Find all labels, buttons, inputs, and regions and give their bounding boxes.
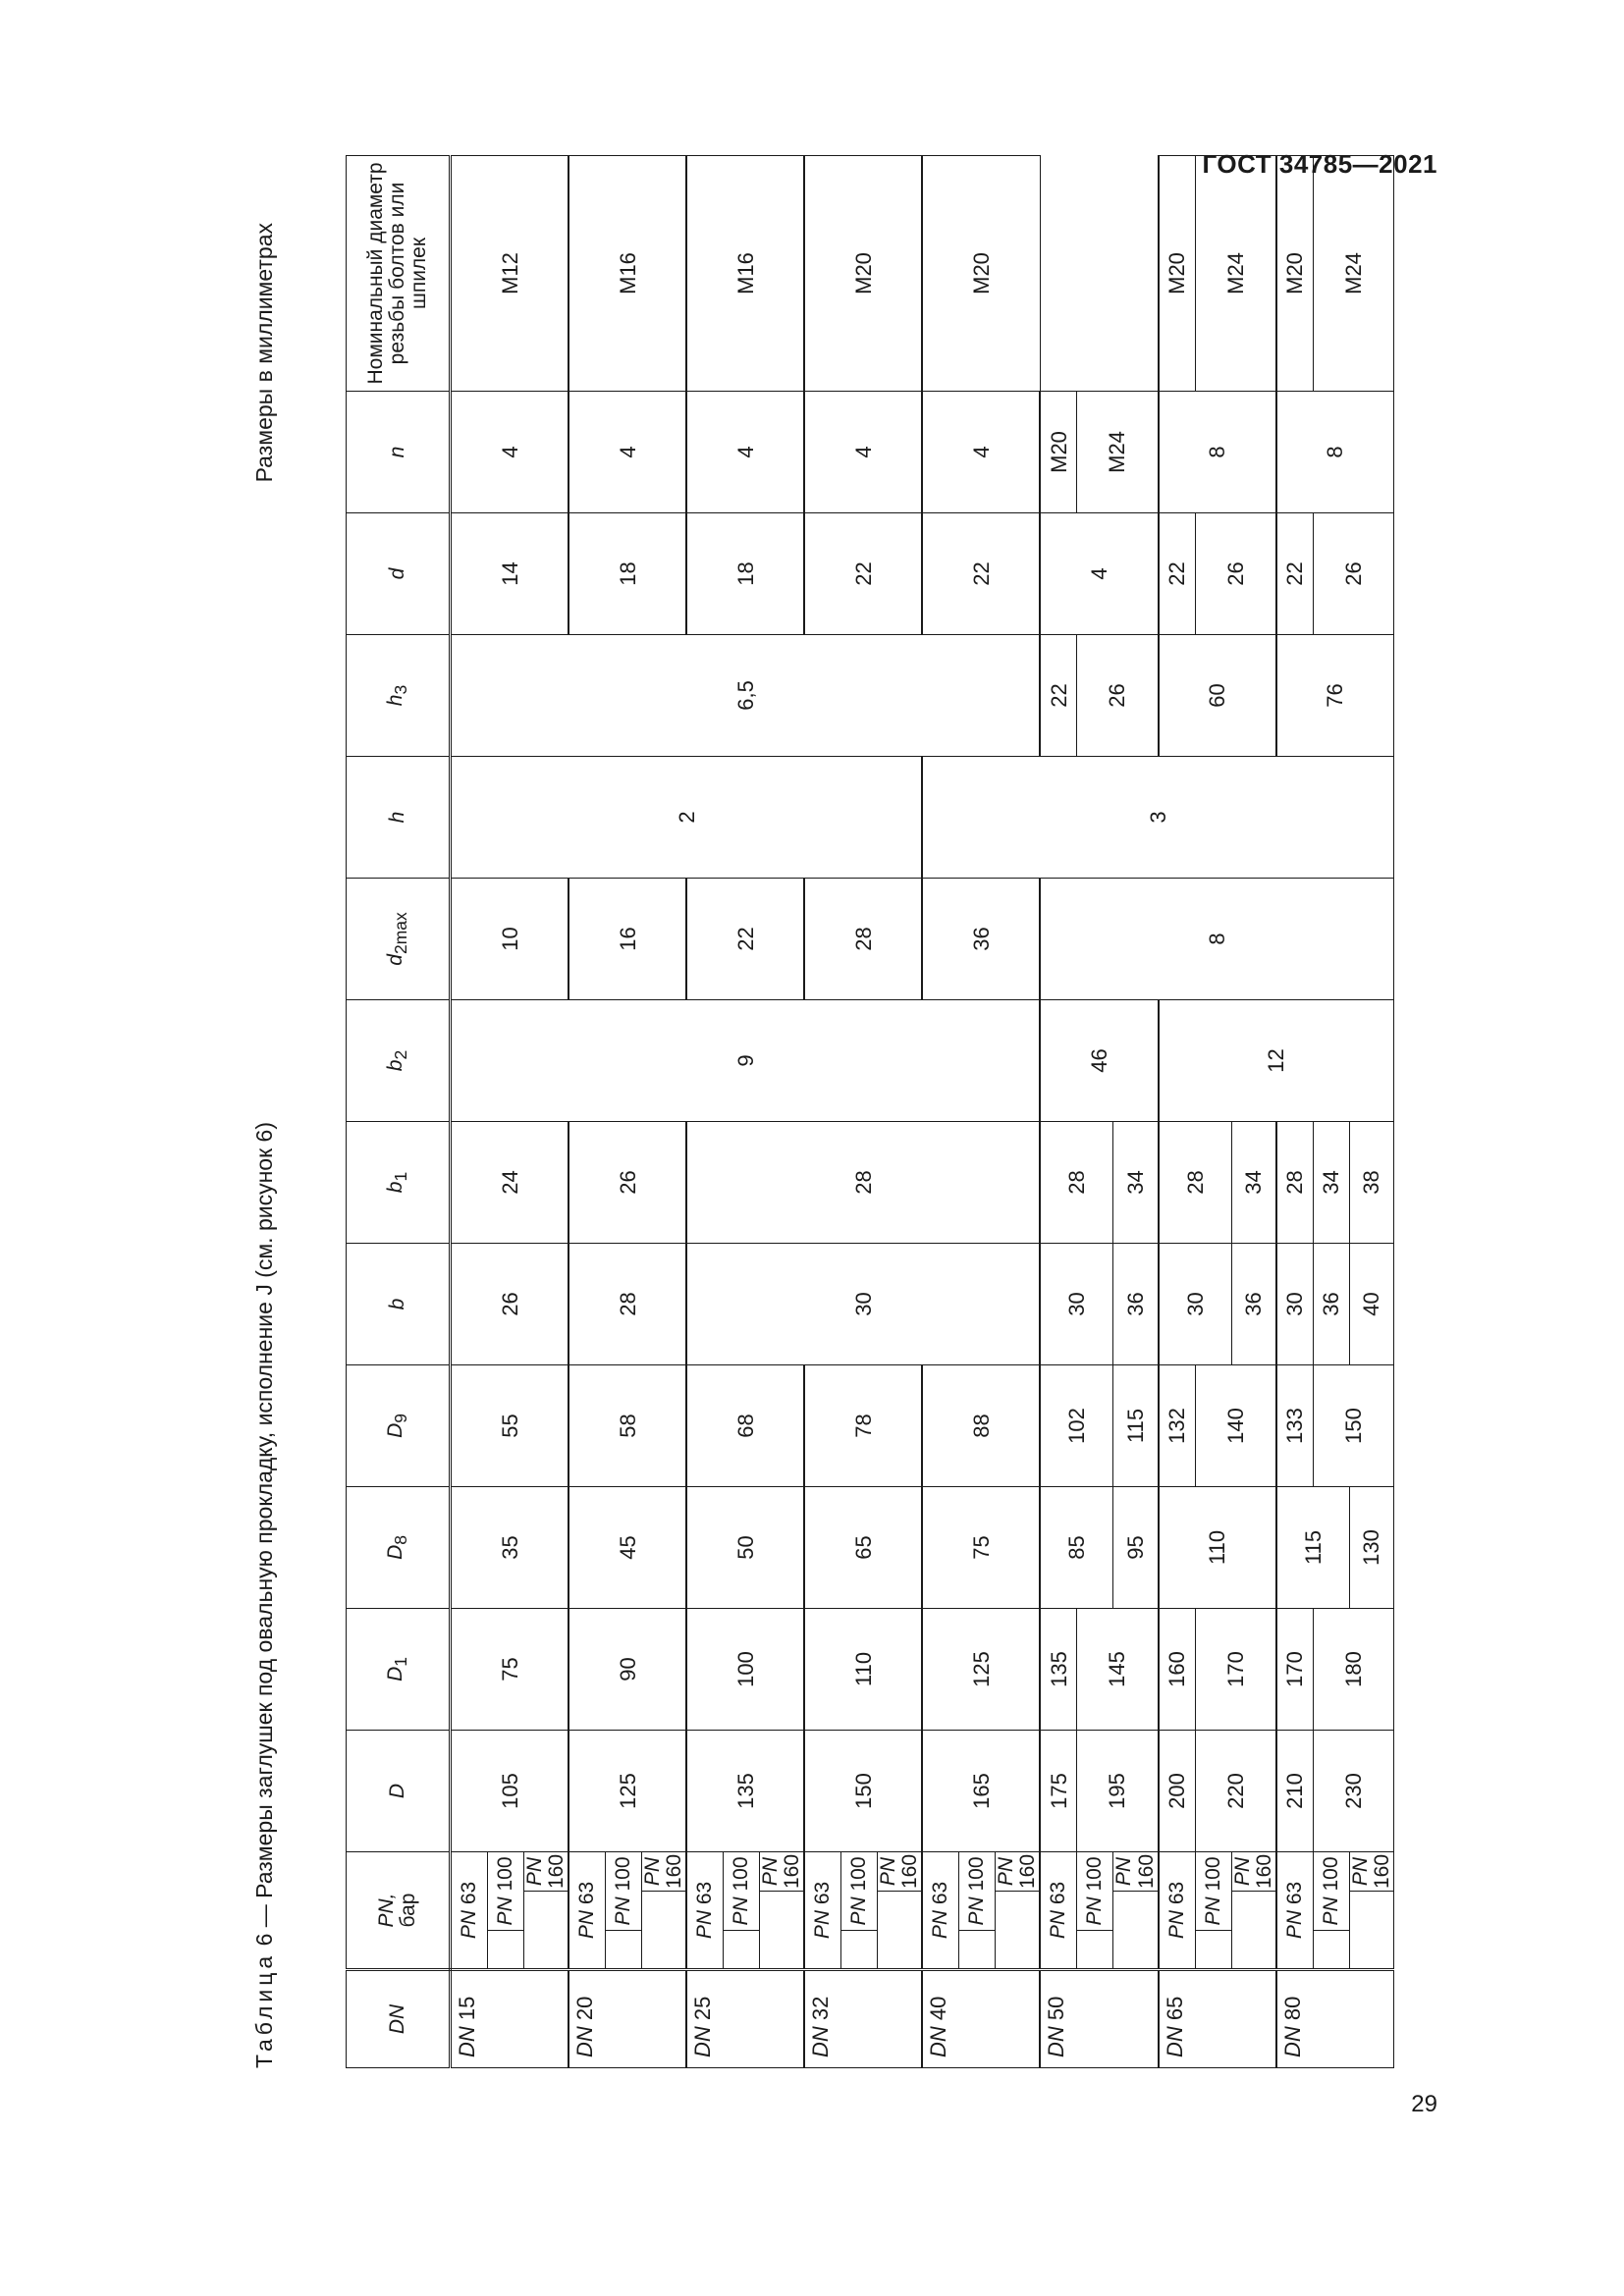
d-cell: 26 — [1195, 512, 1276, 634]
D8-cell: 75 — [922, 1486, 1040, 1608]
page-number: 29 — [1411, 2091, 1437, 2117]
b2-cell: 12 — [1159, 999, 1394, 1121]
header-D9 — [347, 1364, 451, 1486]
document-code: ГОСТ 34785—2021 — [1202, 149, 1437, 179]
rotated-table-frame — [247, 162, 1393, 2068]
D9-cell: 140 — [1195, 1364, 1276, 1486]
pn-cell: PN 100 — [1313, 1851, 1349, 1930]
d-cell: 22 — [804, 512, 922, 634]
pn-value: 160 — [1016, 1853, 1040, 1890]
n-cell: 4 — [568, 391, 686, 512]
b1-cell: 34 — [1313, 1121, 1349, 1243]
b1-cell: 34 — [1231, 1121, 1276, 1243]
D8-cell: 130 — [1349, 1486, 1393, 1608]
header-h3-base: h — [384, 694, 407, 707]
header-n: n — [347, 391, 451, 512]
d2max-cell: 22 — [686, 878, 804, 999]
table-row — [1159, 155, 1196, 2067]
b-cell: 40 — [1349, 1243, 1393, 1364]
d2max-cell: 60 — [1159, 634, 1276, 756]
pn-indent — [1195, 1931, 1231, 1970]
d-cell: 26 — [1313, 512, 1393, 634]
pn-value: 100 — [1319, 1856, 1342, 1892]
header-h: h — [347, 756, 451, 878]
pn-indent — [878, 1892, 923, 1970]
pn-cell: PN 100 — [1077, 1851, 1113, 1930]
pn-cell: PN 160 — [1349, 1851, 1393, 1891]
pn-value: 100 — [612, 1856, 635, 1892]
pn-value: 100 — [1201, 1856, 1224, 1892]
pn-cell: PN 63 — [1159, 1851, 1196, 1969]
table-caption-prefix: Таблица — [251, 1951, 277, 2068]
dn-cell: DN 25 — [686, 1970, 804, 2068]
pn-indent — [488, 1931, 524, 1970]
dn-cell: DN 50 — [1040, 1970, 1158, 2068]
D-cell: 175 — [1040, 1730, 1077, 1851]
D8-cell: 110 — [1159, 1486, 1276, 1608]
header-pn-label: PN, — [374, 1893, 398, 1928]
dn-cell: DN 80 — [1276, 1970, 1394, 2068]
D1-cell: 170 — [1195, 1608, 1276, 1730]
dn-value: 15 — [455, 1996, 479, 2021]
d-cell: 18 — [568, 512, 686, 634]
thread-cell: M16 — [686, 155, 804, 391]
pn-cell: PN 160 — [1231, 1851, 1276, 1891]
b1-cell: 38 — [1349, 1121, 1393, 1243]
header-D1 — [347, 1608, 451, 1730]
D8-cell: 85 — [1040, 1486, 1113, 1608]
dn-value: 40 — [926, 1996, 951, 2021]
header-D: D — [347, 1730, 451, 1851]
b-cell: 28 — [568, 1243, 686, 1364]
D8-cell: 65 — [804, 1486, 922, 1608]
pn-cell: PN 100 — [724, 1851, 760, 1930]
pn-value: 63 — [457, 1881, 480, 1905]
b-cell: 30 — [686, 1243, 1040, 1364]
dimensions-table — [346, 155, 1394, 2068]
D8-cell: 95 — [1113, 1486, 1159, 1608]
pn-value: 63 — [1164, 1881, 1188, 1905]
header-D8-sub: 8 — [391, 1535, 411, 1545]
d-cell: 22 — [1276, 512, 1314, 634]
pn-value: 100 — [1083, 1856, 1107, 1892]
pn-cell: PN 100 — [1195, 1851, 1231, 1930]
pn-value: 160 — [1134, 1853, 1158, 1890]
header-pn-unit: бар — [397, 1893, 419, 1928]
pn-value: 100 — [965, 1856, 989, 1892]
header-D8 — [347, 1486, 451, 1608]
dn-value: 32 — [808, 1996, 834, 2021]
D-cell: 165 — [922, 1730, 1040, 1851]
D9-cell: 115 — [1113, 1364, 1159, 1486]
pn-cell: PN 100 — [488, 1851, 524, 1930]
b1-cell: 26 — [568, 1121, 686, 1243]
pn-value: 160 — [545, 1853, 568, 1890]
thread-cell: M20 — [1159, 155, 1196, 391]
D9-cell: 88 — [922, 1364, 1040, 1486]
b1-cell: 28 — [686, 1121, 1040, 1243]
D1-cell: 90 — [568, 1608, 686, 1730]
header-d: d — [347, 512, 451, 634]
table-header-row — [347, 155, 451, 2067]
D-cell: 105 — [451, 1730, 569, 1851]
d-cell: 22 — [922, 512, 1040, 634]
header-thread: Номинальный диаметр резьбы болтов или шпилек — [347, 155, 451, 391]
pn-indent — [760, 1892, 805, 1970]
pn-value: 160 — [898, 1853, 922, 1890]
d2max-cell: 36 — [922, 878, 1040, 999]
n-cell: 4 — [1040, 512, 1158, 634]
pn-indent — [1349, 1892, 1393, 1970]
header-D1-base: D — [384, 1666, 407, 1682]
pn-cell: PN 160 — [1113, 1851, 1159, 1891]
pn-cell: PN 100 — [959, 1851, 996, 1930]
pn-value: 160 — [781, 1853, 804, 1890]
pn-value: 160 — [1370, 1853, 1393, 1890]
b2-cell: 9 — [451, 999, 1041, 1121]
pn-indent — [642, 1892, 687, 1970]
D9-cell: 150 — [1313, 1364, 1393, 1486]
pn-indent — [1077, 1931, 1113, 1970]
thread-cell: M20 — [922, 155, 1040, 391]
n-cell: 8 — [1159, 391, 1276, 512]
thread-cell: M20 — [1276, 155, 1314, 391]
b-cell: 30 — [1159, 1243, 1232, 1364]
header-b2-sub: 2 — [391, 1049, 411, 1060]
header-h3-sub: 3 — [391, 684, 411, 695]
header-d2max — [347, 878, 451, 999]
header-b1-base: b — [384, 1181, 407, 1194]
dn-value: 25 — [690, 1996, 716, 2021]
pn-cell: PN 100 — [841, 1851, 878, 1930]
pn-value: 160 — [663, 1853, 686, 1890]
header-h3 — [347, 634, 451, 756]
pn-cell: PN 160 — [878, 1851, 923, 1891]
b-cell: 30 — [1276, 1243, 1314, 1364]
pn-cell: PN 63 — [1276, 1851, 1314, 1969]
d-cell: 18 — [686, 512, 804, 634]
table-caption-text: 6 — Размеры заглушек под овальную прокладку, исполнение J (см. рисунок 6) — [251, 1122, 277, 1952]
thread-cell: M24 — [1077, 391, 1159, 512]
b-cell: 36 — [1313, 1243, 1349, 1364]
d2max-cell: 10 — [451, 878, 569, 999]
pn-value: 100 — [730, 1856, 753, 1892]
d2max-cell: 28 — [804, 878, 922, 999]
D9-cell: 102 — [1040, 1364, 1113, 1486]
h3-cell: 8 — [1040, 878, 1393, 999]
D1-cell: 180 — [1313, 1608, 1393, 1730]
header-b: b — [347, 1243, 451, 1364]
pn-cell: PN 63 — [451, 1851, 488, 1969]
D-cell: 220 — [1195, 1730, 1276, 1851]
header-D9-base: D — [384, 1422, 407, 1438]
pn-indent — [524, 1892, 569, 1970]
pn-indent — [959, 1931, 996, 1970]
units-note: Размеры в миллиметрах — [251, 223, 277, 483]
d-cell: 26 — [1077, 634, 1159, 756]
header-d2max-sub: 2max — [391, 912, 411, 955]
dn-cell: DN 32 — [804, 1970, 922, 2068]
pn-value: 63 — [929, 1881, 952, 1905]
pn-indent — [841, 1931, 878, 1970]
header-D9-sub: 9 — [391, 1414, 411, 1423]
b-cell: 36 — [1231, 1243, 1276, 1364]
h-cell: 2 — [451, 756, 923, 878]
d-cell: 22 — [1159, 512, 1196, 634]
b-cell: 30 — [1040, 1243, 1113, 1364]
n-cell: 4 — [804, 391, 922, 512]
pn-indent — [606, 1931, 642, 1970]
D9-cell: 132 — [1159, 1364, 1196, 1486]
pn-cell: PN 63 — [686, 1851, 724, 1969]
d2max-cell: 76 — [1276, 634, 1394, 756]
b1-cell: 24 — [451, 1121, 569, 1243]
pn-value: 100 — [847, 1856, 871, 1892]
D-cell: 195 — [1077, 1730, 1159, 1851]
pn-cell: PN 63 — [1040, 1851, 1077, 1969]
D-cell: 210 — [1276, 1730, 1314, 1851]
header-b2-base: b — [384, 1059, 407, 1072]
b1-cell: 34 — [1113, 1121, 1159, 1243]
h-cell: 3 — [922, 756, 1393, 878]
dn-value: 65 — [1162, 1996, 1187, 2021]
pn-indent — [1231, 1892, 1276, 1970]
pn-cell: PN 63 — [922, 1851, 959, 1969]
pn-value: 63 — [1282, 1881, 1306, 1905]
pn-cell: PN 160 — [760, 1851, 805, 1891]
d2max-cell: 46 — [1040, 999, 1158, 1121]
D1-cell: 100 — [686, 1608, 804, 1730]
header-b1-sub: 1 — [391, 1171, 411, 1182]
pn-value: 63 — [693, 1881, 717, 1905]
n-cell: 4 — [686, 391, 804, 512]
D8-cell: 45 — [568, 1486, 686, 1608]
pn-indent — [1313, 1931, 1349, 1970]
pn-value: 160 — [1252, 1853, 1275, 1890]
pn-value: 63 — [1047, 1881, 1070, 1905]
dn-value: 80 — [1279, 1996, 1305, 2021]
dn-cell: DN 40 — [922, 1970, 1040, 2068]
table-caption — [251, 1122, 278, 2068]
D1-cell: 170 — [1276, 1608, 1314, 1730]
b-cell: 26 — [451, 1243, 569, 1364]
table-row — [451, 155, 488, 2067]
pn-cell: PN 160 — [642, 1851, 687, 1891]
thread-cell: M16 — [568, 155, 686, 391]
D-cell: 200 — [1159, 1730, 1196, 1851]
thread-cell: M20 — [804, 155, 922, 391]
b1-cell: 28 — [1276, 1121, 1314, 1243]
D9-cell: 133 — [1276, 1364, 1314, 1486]
pn-cell: PN 160 — [524, 1851, 569, 1891]
thread-cell: M24 — [1195, 155, 1276, 391]
d-cell: 14 — [451, 512, 569, 634]
thread-cell: M24 — [1313, 155, 1393, 391]
pn-value: 63 — [811, 1881, 835, 1905]
header-dn: DN — [347, 1970, 451, 2068]
b1-cell: 28 — [1040, 1121, 1113, 1243]
D1-cell: 160 — [1159, 1608, 1196, 1730]
dn-cell: DN 20 — [568, 1970, 686, 2068]
pn-cell: PN 100 — [606, 1851, 642, 1930]
D9-cell: 58 — [568, 1364, 686, 1486]
pn-indent — [1113, 1892, 1159, 1970]
D8-cell: 50 — [686, 1486, 804, 1608]
D1-cell: 125 — [922, 1608, 1040, 1730]
D-cell: 230 — [1313, 1730, 1393, 1851]
d2max-cell: 16 — [568, 878, 686, 999]
D-cell: 135 — [686, 1730, 804, 1851]
D1-cell: 135 — [1040, 1608, 1077, 1730]
pn-value: 63 — [575, 1881, 599, 1905]
dn-value: 20 — [572, 1996, 598, 2021]
D1-cell: 75 — [451, 1608, 569, 1730]
D9-cell: 55 — [451, 1364, 569, 1486]
n-cell: 4 — [451, 391, 569, 512]
D8-cell: 35 — [451, 1486, 569, 1608]
pn-indent — [996, 1892, 1041, 1970]
D-cell: 150 — [804, 1730, 922, 1851]
D9-cell: 68 — [686, 1364, 804, 1486]
header-d2max-base: d — [384, 954, 407, 966]
thread-cell: M20 — [1040, 391, 1077, 512]
pn-indent — [724, 1931, 760, 1970]
D8-cell: 115 — [1276, 1486, 1350, 1608]
pn-cell: PN 63 — [804, 1851, 841, 1969]
D1-cell: 145 — [1077, 1608, 1159, 1730]
D1-cell: 110 — [804, 1608, 922, 1730]
D9-cell: 78 — [804, 1364, 922, 1486]
dn-cell: DN 65 — [1159, 1970, 1276, 2068]
header-D8-base: D — [384, 1544, 407, 1560]
header-b1 — [347, 1121, 451, 1243]
n-cell: 4 — [922, 391, 1040, 512]
d-cell: 22 — [1040, 634, 1077, 756]
table-row — [1040, 155, 1077, 2067]
D-cell: 125 — [568, 1730, 686, 1851]
b-cell: 36 — [1113, 1243, 1159, 1364]
header-pn — [347, 1851, 451, 1969]
dn-value: 50 — [1044, 1996, 1069, 2021]
pn-value: 100 — [493, 1856, 516, 1892]
h3-cell: 6,5 — [451, 634, 1041, 756]
thread-cell: M12 — [451, 155, 569, 391]
dn-cell: DN 15 — [451, 1970, 569, 2068]
header-b2 — [347, 999, 451, 1121]
n-cell: 8 — [1276, 391, 1394, 512]
pn-cell: PN 160 — [996, 1851, 1041, 1891]
pn-cell: PN 63 — [568, 1851, 606, 1969]
b1-cell: 28 — [1159, 1121, 1232, 1243]
header-D1-sub: 1 — [391, 1657, 411, 1667]
